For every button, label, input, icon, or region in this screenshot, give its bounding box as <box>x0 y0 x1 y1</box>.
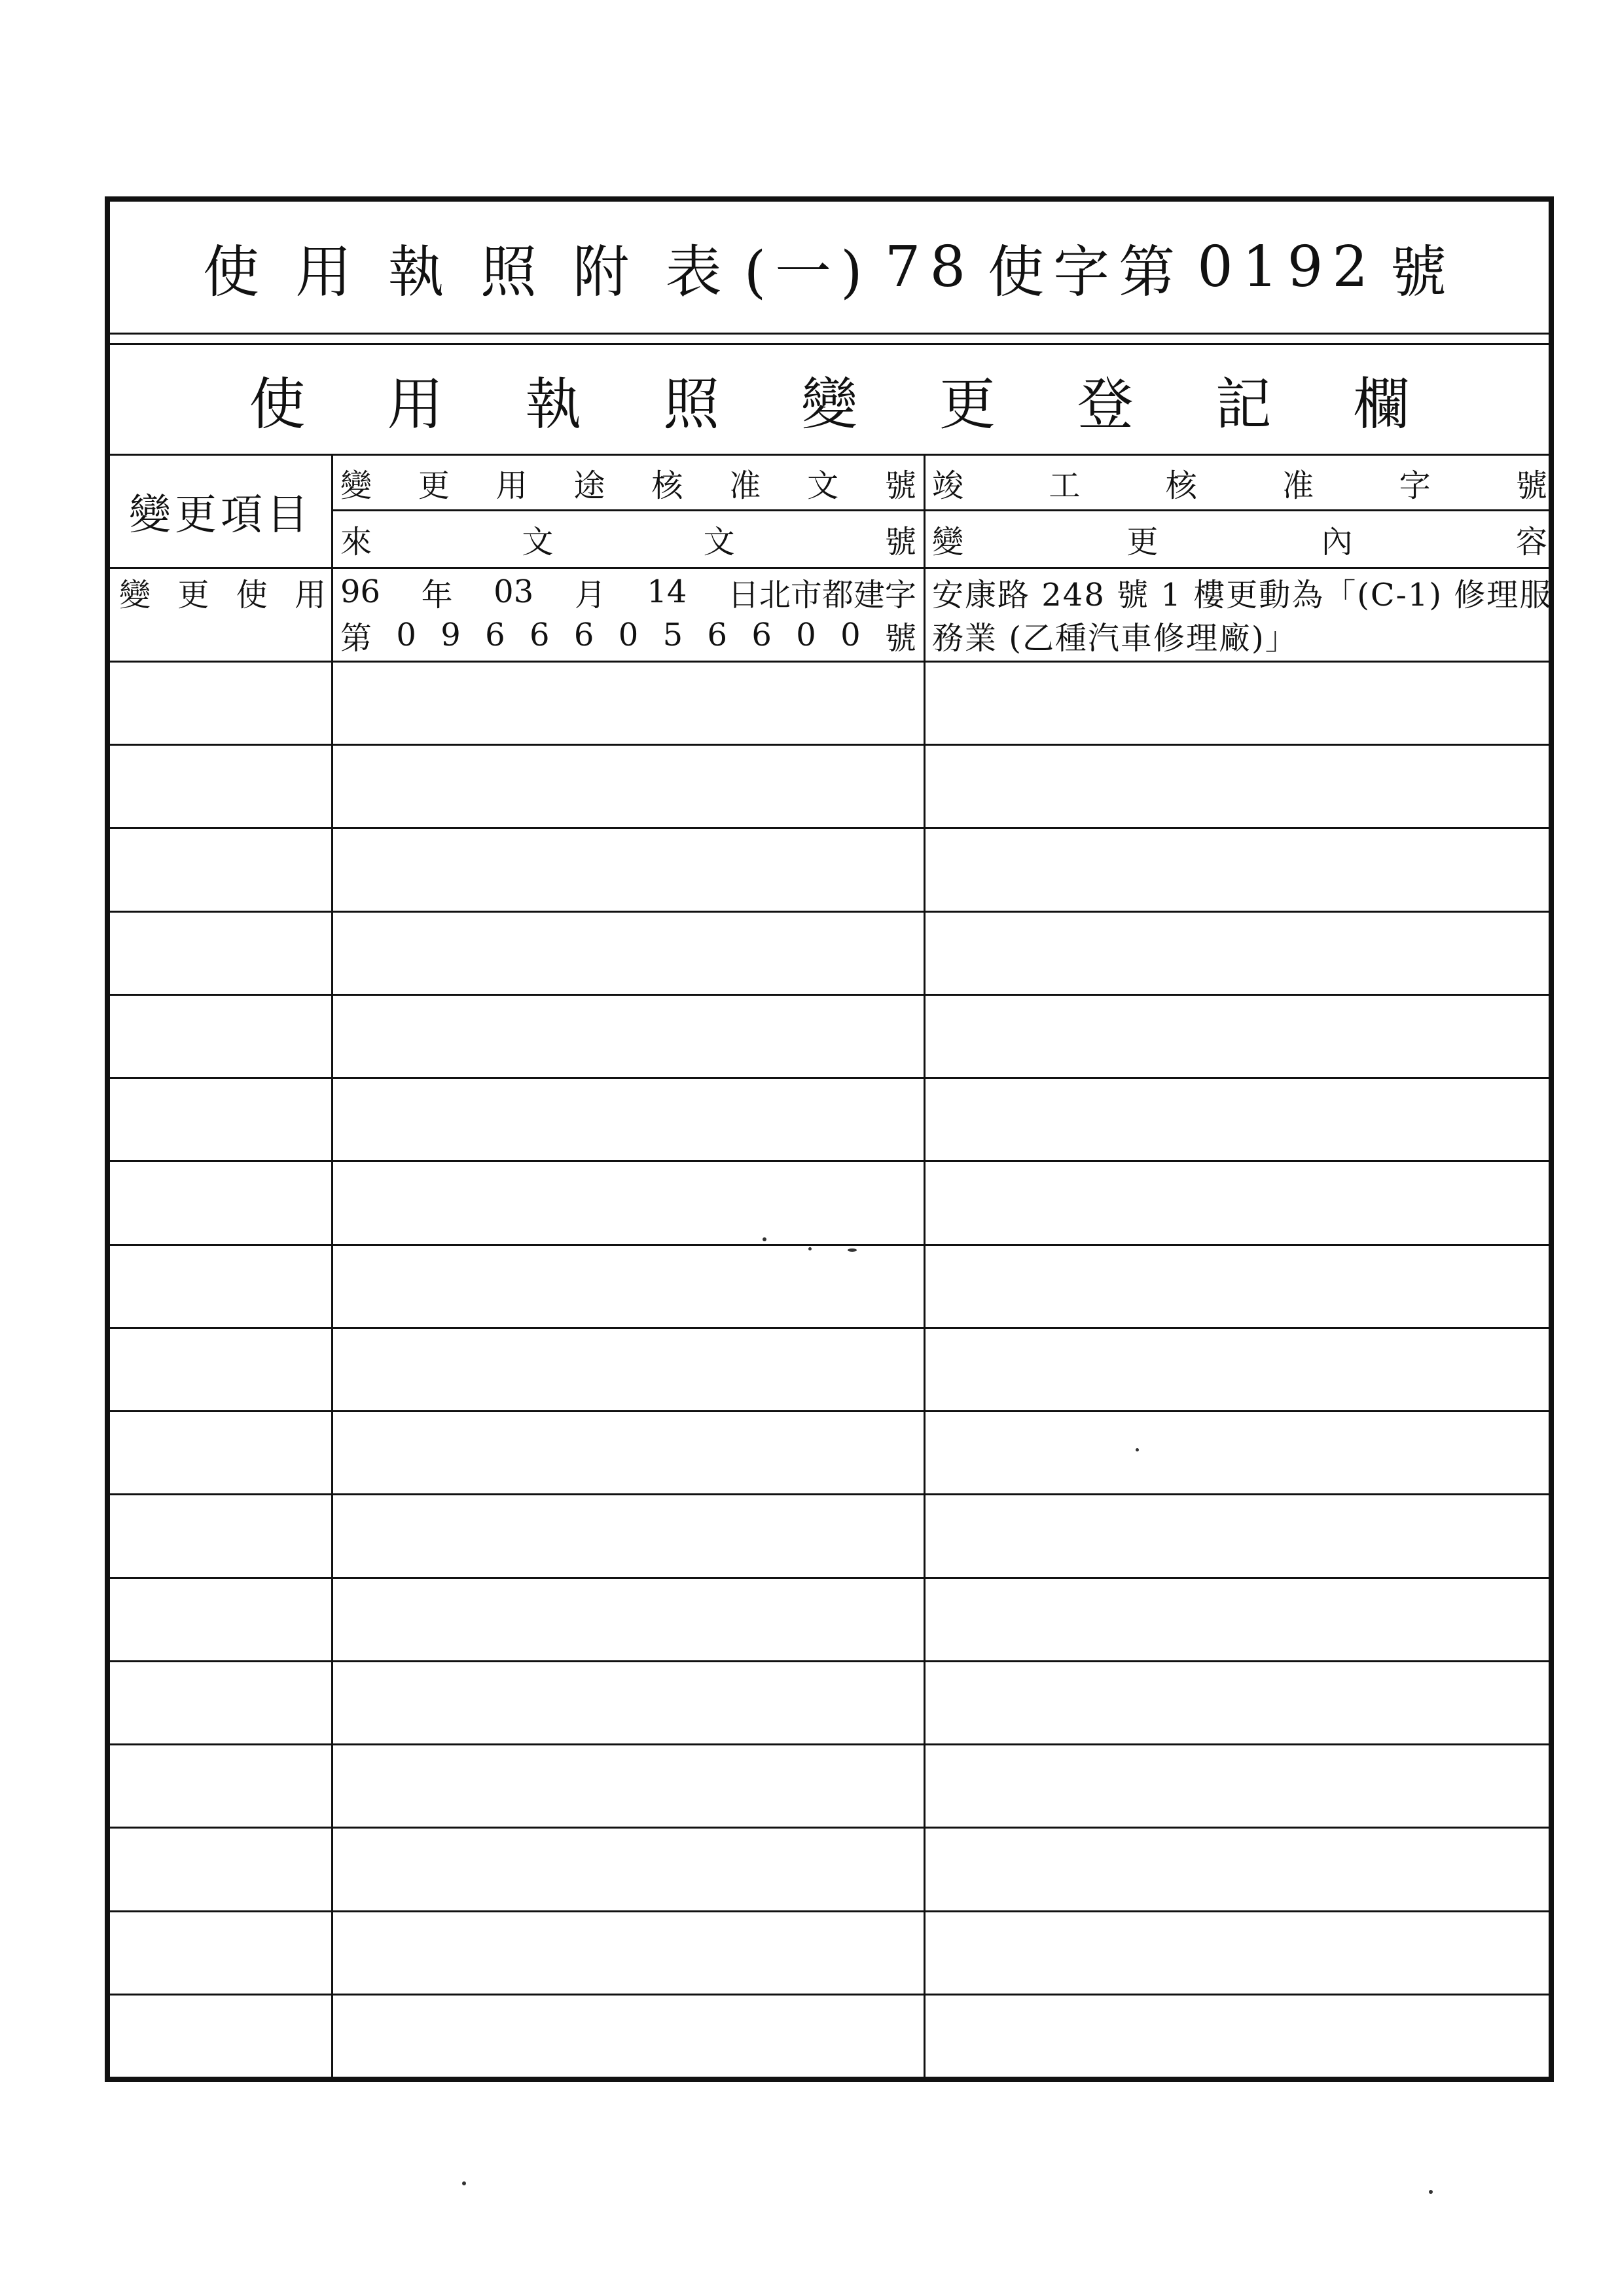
blank-row-line <box>110 744 1549 746</box>
entry-doc-char: 9 <box>440 617 461 653</box>
scan-speck <box>462 2181 466 2185</box>
header-char: 更 <box>418 467 450 504</box>
entry-doc-char: 號 <box>884 619 916 657</box>
entry-doc-line-2 <box>340 615 916 655</box>
blank-row-line <box>110 1827 1549 1829</box>
entry-doc-char: 14 <box>647 574 687 610</box>
subtitle-char: 登 <box>1077 372 1134 437</box>
blank-row-line <box>110 1577 1549 1579</box>
blank-row-line <box>110 911 1549 913</box>
subtitle-char: 執 <box>525 372 582 437</box>
header-completion-no <box>932 456 1547 509</box>
entry-doc-char: 6 <box>485 617 505 653</box>
title-suffix: 號 <box>1390 240 1456 305</box>
header-change-item: 變更項目 <box>129 491 312 539</box>
blank-row-line <box>110 1493 1549 1495</box>
form-subtitle <box>110 343 1549 456</box>
scan-speck <box>808 1247 812 1250</box>
subtitle-char: 使 <box>249 372 306 437</box>
blank-row-line <box>110 1660 1549 1662</box>
header-char: 更 <box>1126 523 1159 560</box>
subtitle-char: 更 <box>939 372 996 437</box>
header-char: 號 <box>884 467 916 504</box>
blank-row-line <box>110 994 1549 996</box>
header-char: 來 <box>340 523 372 560</box>
subtitle-char: 欄 <box>1353 372 1410 437</box>
blank-row-line <box>110 827 1549 829</box>
header-char: 竣 <box>932 467 964 504</box>
scan-speck <box>1136 1448 1139 1451</box>
blank-row-line <box>110 1160 1549 1162</box>
header-change-content <box>932 512 1547 566</box>
entry-doc-char: 6 <box>751 617 772 653</box>
entry-doc-char: 日北市都建字 <box>727 576 916 613</box>
header-split-line <box>331 509 1549 511</box>
title-number-middle: 使字第 <box>988 240 1185 305</box>
entry-content-line-2: 務業 (乙種汽車修理廠)」 <box>932 619 1298 657</box>
blank-row-line <box>110 1244 1549 1246</box>
entry-item-char: 變 <box>119 576 151 613</box>
header-char: 准 <box>729 467 761 504</box>
subtitle-char: 用 <box>387 372 444 437</box>
header-char: 文 <box>522 523 554 560</box>
header-char: 變 <box>340 467 372 504</box>
column-divider <box>331 456 333 2077</box>
scan-speck <box>763 1237 766 1241</box>
entry-doc-char: 0 <box>618 617 639 653</box>
blank-row-line <box>110 1994 1549 1995</box>
header-char: 用 <box>495 467 528 504</box>
entry-doc-char: 96 <box>340 574 381 610</box>
license-attachment-form <box>105 196 1554 2082</box>
entry-doc-char: 6 <box>573 617 594 653</box>
header-char: 核 <box>651 467 683 504</box>
entry-item-char: 用 <box>294 576 326 613</box>
form-title <box>110 202 1549 335</box>
change-record-table <box>110 456 1553 2077</box>
entry-doc-char: 0 <box>396 617 416 653</box>
header-char: 工 <box>1049 467 1081 504</box>
entry-doc-char: 0 <box>796 617 816 653</box>
entry-change-item <box>119 572 326 611</box>
header-incoming-doc-no <box>340 512 916 566</box>
header-char: 文 <box>703 523 735 560</box>
entry-doc-char: 月 <box>574 576 606 613</box>
header-approval-doc-no <box>340 456 916 509</box>
entry-item-char: 使 <box>236 576 268 613</box>
entry-content-line-1: 安康路 248 號 1 樓更動為「(C-1) 修理服 <box>932 576 1553 613</box>
entry-doc-char: 年 <box>421 576 453 613</box>
column-divider <box>924 456 926 2077</box>
header-char: 號 <box>1515 467 1547 504</box>
entry-doc-char: 6 <box>707 617 728 653</box>
header-char: 字 <box>1399 467 1431 504</box>
header-char: 號 <box>884 523 916 560</box>
scan-speck <box>848 1248 857 1252</box>
header-char: 內 <box>1321 523 1353 560</box>
scan-speck <box>1429 2190 1433 2194</box>
entry-doc-line-1 <box>340 572 916 611</box>
entry-item-char: 更 <box>177 576 209 613</box>
header-char: 變 <box>932 523 964 560</box>
entry-bottom-line <box>110 661 1549 663</box>
title-paren: (一) <box>744 240 872 305</box>
subtitle-char: 記 <box>1215 372 1272 437</box>
subtitle-char: 變 <box>800 372 857 437</box>
blank-row-line <box>110 1743 1549 1745</box>
entry-doc-char: 第 <box>340 619 372 657</box>
blank-row-line <box>110 1910 1549 1912</box>
header-char: 核 <box>1165 467 1197 504</box>
entry-doc-char: 0 <box>840 617 861 653</box>
entry-doc-char: 5 <box>662 617 683 653</box>
entry-doc-char: 03 <box>494 574 534 610</box>
header-char: 途 <box>573 467 605 504</box>
title-number-value: 0192 <box>1197 234 1378 300</box>
header-char: 准 <box>1282 467 1314 504</box>
blank-row-line <box>110 1410 1549 1412</box>
title-number-prefix: 78 <box>884 234 975 300</box>
subtitle-char: 照 <box>663 372 720 437</box>
entry-doc-char: 6 <box>529 617 550 653</box>
header-char: 容 <box>1515 523 1547 560</box>
title-text: 使 用 執 照 附 表 <box>202 240 731 305</box>
blank-row-line <box>110 1077 1549 1079</box>
header-char: 文 <box>807 467 839 504</box>
blank-row-line <box>110 1327 1549 1329</box>
